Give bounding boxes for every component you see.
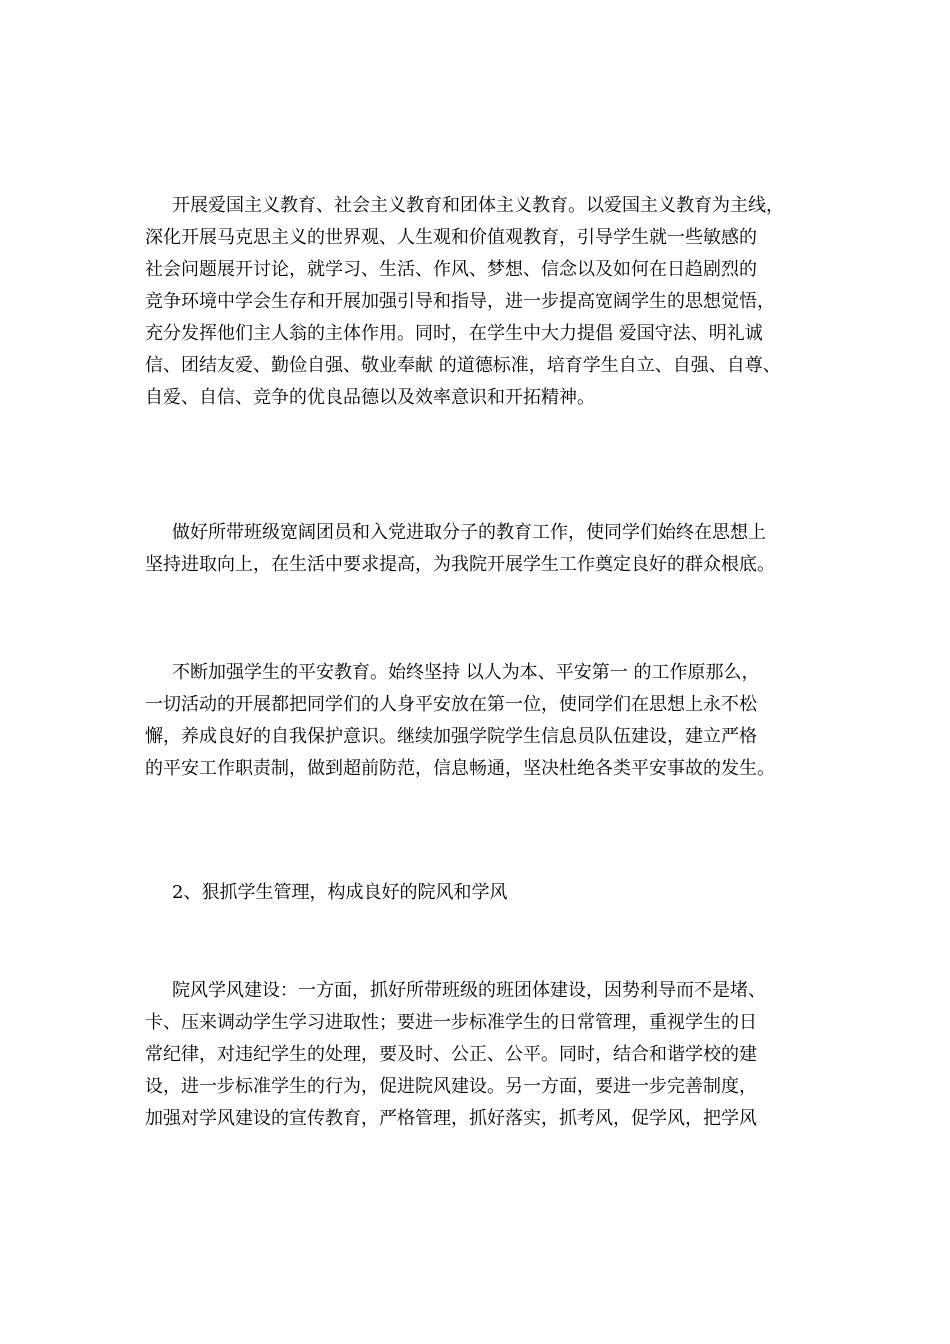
paragraph-line: 不断加强学生的平安教育。始终坚持 以人为本、平安第一 的工作原那么， xyxy=(172,662,760,683)
paragraph-line: 加强对学风建设的宣传教育，严格管理，抓好落实，抓考风，促学风，把学风 xyxy=(145,1108,757,1129)
paragraph-line: 懈，养成良好的自我保护意识。继续加强学院学生信息员队伍建设，建立严格 xyxy=(145,726,757,747)
section-heading xyxy=(145,877,835,909)
paragraph-line: 充分发挥他们主人翁的主体作用。同时，在学生中大力提倡 爱国守法、明礼诚 xyxy=(145,323,763,344)
paragraph-school-style xyxy=(145,975,835,1135)
paragraph-line: 卡、压来调动学生学习进取性；要进一步标准学生的日常管理，重视学生的日 xyxy=(145,1012,757,1033)
paragraph-line: 做好所带班级宽阔团员和入党进取分子的教育工作，使同学们始终在思想上 xyxy=(172,522,766,543)
paragraph-line: 深化开展马克思主义的世界观、人生观和价值观教育，引导学生就一些敏感的 xyxy=(145,227,757,248)
paragraph-line: 信、团结友爱、勤俭自强、敬业奉献 的道德标准，培育学生自立、自强、自尊、 xyxy=(145,355,781,376)
paragraph-line: 竞争环境中学会生存和开展加强引导和指导，进一步提高宽阔学生的思想觉悟， xyxy=(145,291,775,312)
paragraph-line: 开展爱国主义教育、社会主义教育和团体主义教育。以爱国主义教育为主线， xyxy=(172,195,784,216)
section-heading-text: 2、狠抓学生管理，构成良好的院风和学风 xyxy=(172,882,508,903)
paragraph-line: 的平安工作职责制，做到超前防范，信息畅通，坚决杜绝各类平安事故的发生。 xyxy=(145,758,775,779)
paragraph-line: 坚持进取向上，在生活中要求提高，为我院开展学生工作奠定良好的群众根底。 xyxy=(145,554,775,575)
paragraph-line: 社会问题展开讨论，就学习、生活、作风、梦想、信念以及如何在日趋剧烈的 xyxy=(145,259,757,280)
paragraph-line: 自爱、自信、竞争的优良品德以及效率意识和开拓精神。 xyxy=(145,387,595,408)
paragraph-member-education xyxy=(145,517,835,581)
paragraph-line: 常纪律，对违纪学生的处理，要及时、公正、公平。同时，结合和谐学校的建 xyxy=(145,1044,757,1065)
paragraph-safety-education xyxy=(145,657,835,785)
paragraph-line: 院风学风建设：一方面，抓好所带班级的班团体建设，因势利导而不是堵、 xyxy=(172,980,766,1001)
paragraph-line: 一切活动的开展都把同学们的人身平安放在第一位，使同学们在思想上永不松 xyxy=(145,694,757,715)
paragraph-line: 设，进一步标准学生的行为，促进院风建设。另一方面，要进一步完善制度， xyxy=(145,1076,757,1097)
paragraph-patriotic-education xyxy=(145,190,835,414)
